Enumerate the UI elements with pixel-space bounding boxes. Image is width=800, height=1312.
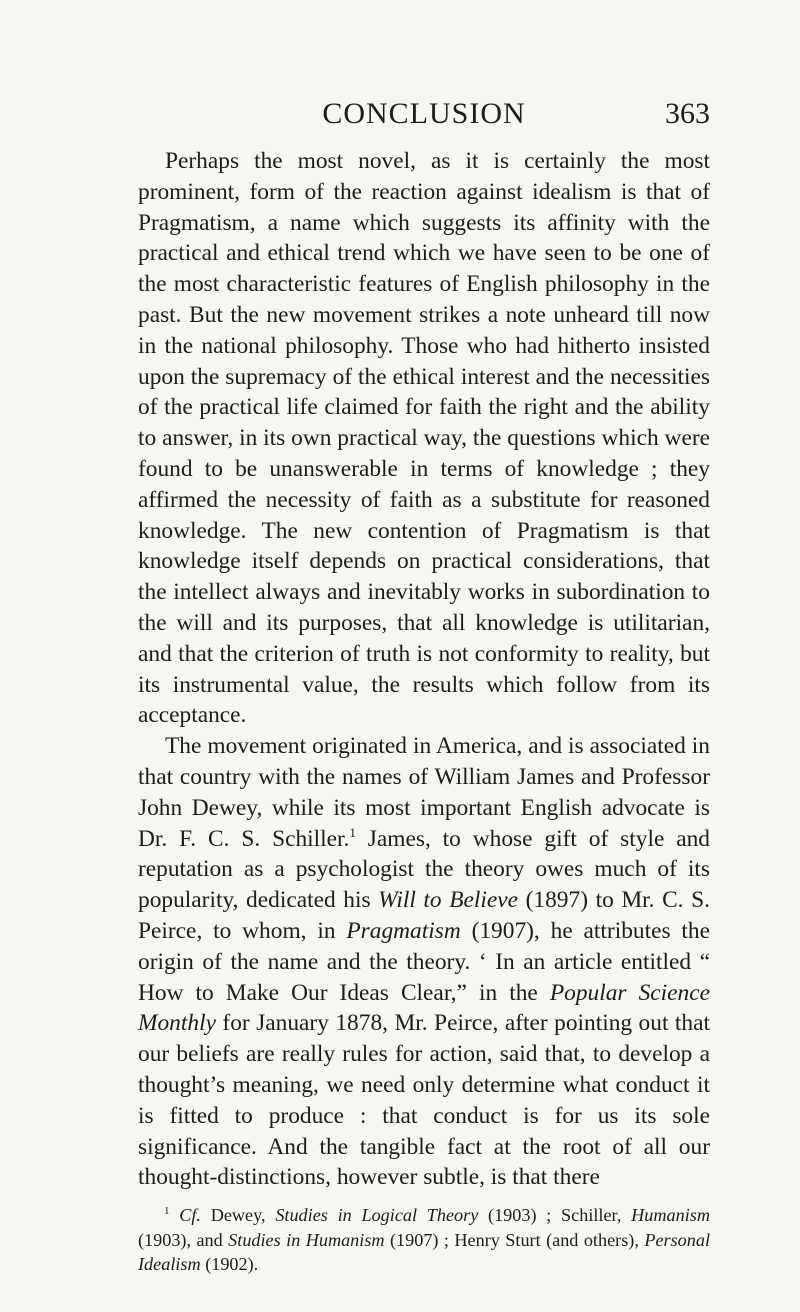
paragraph-movement — [138, 731, 710, 1193]
running-title: CONCLUSION — [322, 97, 526, 130]
paragraph-text: for January 1878, Mr. Peirce, after pointing out that our beliefs are really rules for action, said that, to develop a thought’s meaning, we need only determine what conduct it is fitted to produce : that conduct is for us its sole significance. And the tangible fact at the root of all our thought-distinctions, however subtle, is that there — [138, 1010, 710, 1191]
running-head — [138, 96, 710, 146]
book-title: Personal Idealism — [138, 1229, 711, 1275]
paragraph-text: The movement originated in America, and is associated in that country with the names of William James and Professor John Dewey, while its most important English advocate is Dr. F. C. S. Schiller. — [138, 733, 710, 852]
page-number: 363 — [665, 97, 710, 130]
book-title: Pragmatism — [346, 917, 461, 944]
paragraph-pragmatism — [138, 146, 710, 731]
footnote — [138, 1203, 710, 1277]
book-title: Studies in Logical Theory — [275, 1205, 479, 1226]
book-title: Humanism — [631, 1205, 710, 1226]
footnote-text: Dewey, — [200, 1205, 276, 1226]
paragraph-text: James, to whose gift of style and reputation as a psychologist the theory owes much of its popularity, dedicated his — [138, 825, 710, 914]
footnote-text: (1903), and — [138, 1229, 229, 1250]
paragraph-text: Perhaps the most novel, as it is certainly the most prominent, form of the reaction against idealism is that of Pragmatism, a name which suggests its affinity with the practical and ethical trend which we have seen to be one of the most characteristic features of English philosophy in the past. But the new movement strikes a note unheard till now in the national philosophy. Those who had hitherto insisted upon the supremacy of the ethical interest and the necessities of the practical life claimed for faith the right and the ability to answer, in its own practical way, the questions which were found to be unanswerable in terms of knowledge ; they affirmed the necessity of faith as a substitute for reasoned knowledge. The new contention of Pragmatism is that knowledge itself depends on practical considerations, that the intellect always and inevitably works in subordination to the will and its purposes, that all knowledge is utilitarian, and that the criterion of truth is not conformity to reality, but its instrumental value, the results which follow from its acceptance. — [138, 148, 710, 729]
footnote-text: (1907) ; Henry Sturt (and others), — [384, 1229, 645, 1250]
book-title: Will to Believe — [378, 887, 519, 914]
journal-title: Popular Science Monthly — [138, 979, 711, 1037]
footnote-cf: Cf. — [179, 1205, 201, 1226]
footnote-reference[interactable]: 1 — [349, 824, 356, 840]
book-title: Studies in Humanism — [228, 1229, 385, 1250]
footnote-text: (1902). — [200, 1254, 259, 1275]
book-page — [138, 0, 710, 1277]
paragraph-text: (1897) to Mr. C. S. Peirce, to whom, in — [138, 887, 710, 944]
footnote-marker: 1 — [164, 1205, 170, 1218]
paragraph-text: (1907), he attributes the origin of the name and the theory. ‘ In an article entitled “ How to Make Our Ideas Clear,” in the — [138, 917, 710, 1006]
footnote-text: (1903) ; Schiller, — [478, 1205, 632, 1226]
